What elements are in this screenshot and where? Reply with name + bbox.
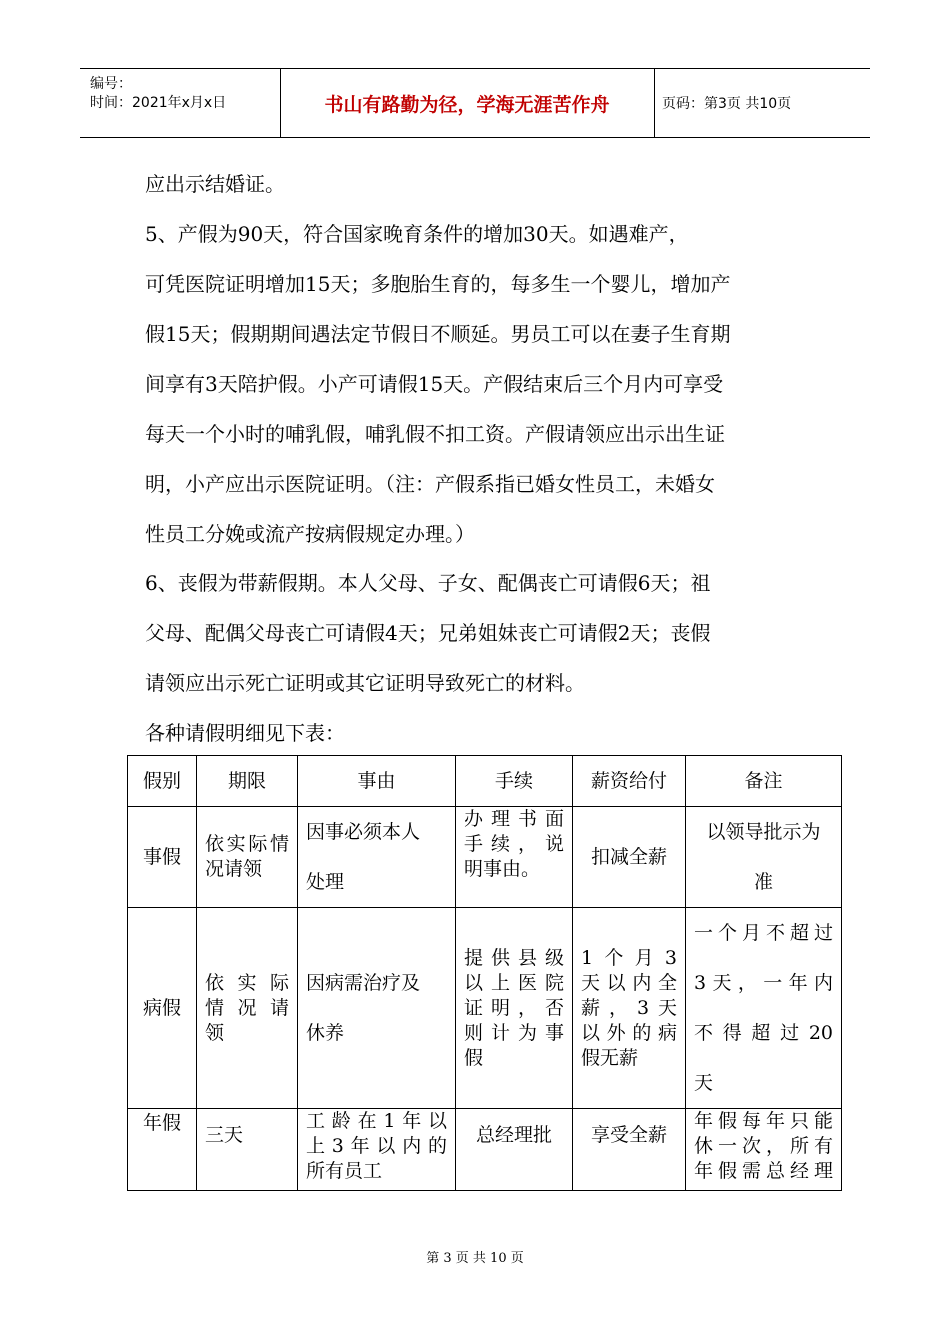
- cell-line: 明事由。: [464, 858, 541, 880]
- header-meta: [80, 69, 281, 137]
- cell-line: 休养: [306, 1022, 345, 1044]
- body-line: 6、丧假为带薪假期。本人父母、子女、配偶丧亡可请假6天；祖: [145, 571, 711, 595]
- cell-line: 天: [694, 1072, 714, 1094]
- cell-line: 假无薪: [581, 1046, 639, 1069]
- body-line: 性员工分娩或流产按病假规定办理。）: [145, 522, 475, 546]
- cell-line: 则计为事: [464, 1021, 564, 1044]
- cell-pay: [573, 908, 686, 1109]
- page-header: [80, 68, 870, 138]
- cell-line: 领: [205, 1021, 225, 1044]
- cell-procedure: [456, 807, 573, 908]
- header-cell: 薪资给付: [573, 756, 686, 807]
- body-line: 可凭医院证明增加15天；多胞胎生育的，每多生一个婴儿，增加产: [145, 272, 731, 296]
- cell-type: 病假: [128, 908, 197, 1109]
- cell-procedure: [456, 908, 573, 1109]
- cell-line: 提供县级: [464, 946, 564, 969]
- cell-line: 证明，否: [464, 996, 564, 1019]
- cell-reason: [298, 908, 456, 1109]
- cell-line: 3天，一年内: [694, 972, 833, 994]
- cell-line: 因病需治疗及: [306, 972, 421, 994]
- cell-line: 工龄在1年以: [306, 1110, 447, 1132]
- page-footer: 第 3 页 共 10 页: [426, 1251, 524, 1266]
- body-line: 假15天；假期期间遇法定节假日不顺延。男员工可以在妻子生育期: [145, 322, 731, 346]
- time-label: 时间：2021年x月x日: [90, 95, 227, 111]
- cell-period: [197, 908, 298, 1109]
- cell-period: 三天: [197, 1109, 298, 1191]
- header-cell: 手续: [456, 756, 573, 807]
- cell-reason: [298, 1109, 456, 1191]
- cell-period: [197, 807, 298, 908]
- cell-pay: 扣减全薪: [573, 807, 686, 908]
- table-row: [128, 1109, 842, 1191]
- header-cell: 假别: [128, 756, 197, 807]
- body-line: 5、产假为90天，符合国家晚育条件的增加30天。如遇难产，: [145, 222, 689, 246]
- cell-line: 以领导批示为: [706, 821, 821, 843]
- cell-line: 准: [753, 871, 773, 893]
- header-motto: 书山有路勤为径，学海无涯苦作舟: [280, 69, 655, 137]
- cell-line: 以外的病: [581, 1021, 677, 1044]
- header-cell: 期限: [197, 756, 298, 807]
- leave-table: [127, 755, 842, 1191]
- cell-line: 所有员工: [306, 1160, 383, 1182]
- cell-procedure: 总经理批: [456, 1109, 573, 1191]
- cell-pay: 享受全薪: [573, 1109, 686, 1191]
- cell-line: 手续，说: [464, 833, 564, 855]
- cell-line: 上3年以内的: [306, 1135, 447, 1157]
- cell-line: 1个月3: [581, 946, 677, 969]
- cell-line: 年假每年只能: [694, 1110, 833, 1132]
- number-label: 编号：: [90, 76, 132, 92]
- body-line: 应出示结婚证。: [145, 172, 285, 196]
- cell-line: 薪，3天: [581, 996, 677, 1019]
- cell-line: 因事必须本人: [306, 821, 421, 843]
- cell-line: 依实际: [205, 971, 289, 994]
- cell-line: 年假需总经理: [694, 1160, 833, 1182]
- cell-remark: [686, 908, 842, 1109]
- body-line: 父母、配偶父母丧亡可请假4天；兄弟姐妹丧亡可请假2天；丧假: [145, 621, 711, 645]
- body-line: 请领应出示死亡证明或其它证明导致死亡的材料。: [145, 671, 585, 695]
- body-line: 间享有3天陪护假。小产可请假15天。产假结束后三个月内可享受: [145, 372, 724, 396]
- header-cell: 备注: [686, 756, 842, 807]
- table-row: [128, 807, 842, 908]
- cell-type: 事假: [128, 807, 197, 908]
- cell-line: 休一次，所有: [694, 1135, 833, 1157]
- cell-line: 不得超过20: [694, 1022, 833, 1044]
- cell-line: 处理: [306, 871, 345, 893]
- table-intro: 各种请假明细见下表：: [145, 721, 345, 745]
- cell-line: 天以内全: [581, 971, 677, 994]
- cell-reason: [298, 807, 456, 908]
- cell-line: 以上医院: [464, 971, 564, 994]
- header-cell: 事由: [298, 756, 456, 807]
- body-line: 明，小产应出示医院证明。（注：产假系指已婚女性员工，未婚女: [145, 472, 715, 496]
- cell-type: 年假: [128, 1109, 197, 1191]
- table-row: [128, 908, 842, 1109]
- cell-line: 况请领: [205, 858, 263, 880]
- cell-line: 依实际情: [205, 833, 289, 855]
- cell-remark: [686, 807, 842, 908]
- body-line: 每天一个小时的哺乳假，哺乳假不扣工资。产假请领应出示出生证: [145, 422, 725, 446]
- cell-line: 假: [464, 1046, 484, 1069]
- cell-line: 一个月不超过: [694, 922, 833, 944]
- table-header-row: [128, 756, 842, 807]
- page-indicator: 页码：第3页 共10页: [662, 96, 792, 112]
- cell-line: 情况请: [205, 996, 289, 1019]
- cell-remark: [686, 1109, 842, 1191]
- cell-line: 办理书面: [464, 808, 564, 830]
